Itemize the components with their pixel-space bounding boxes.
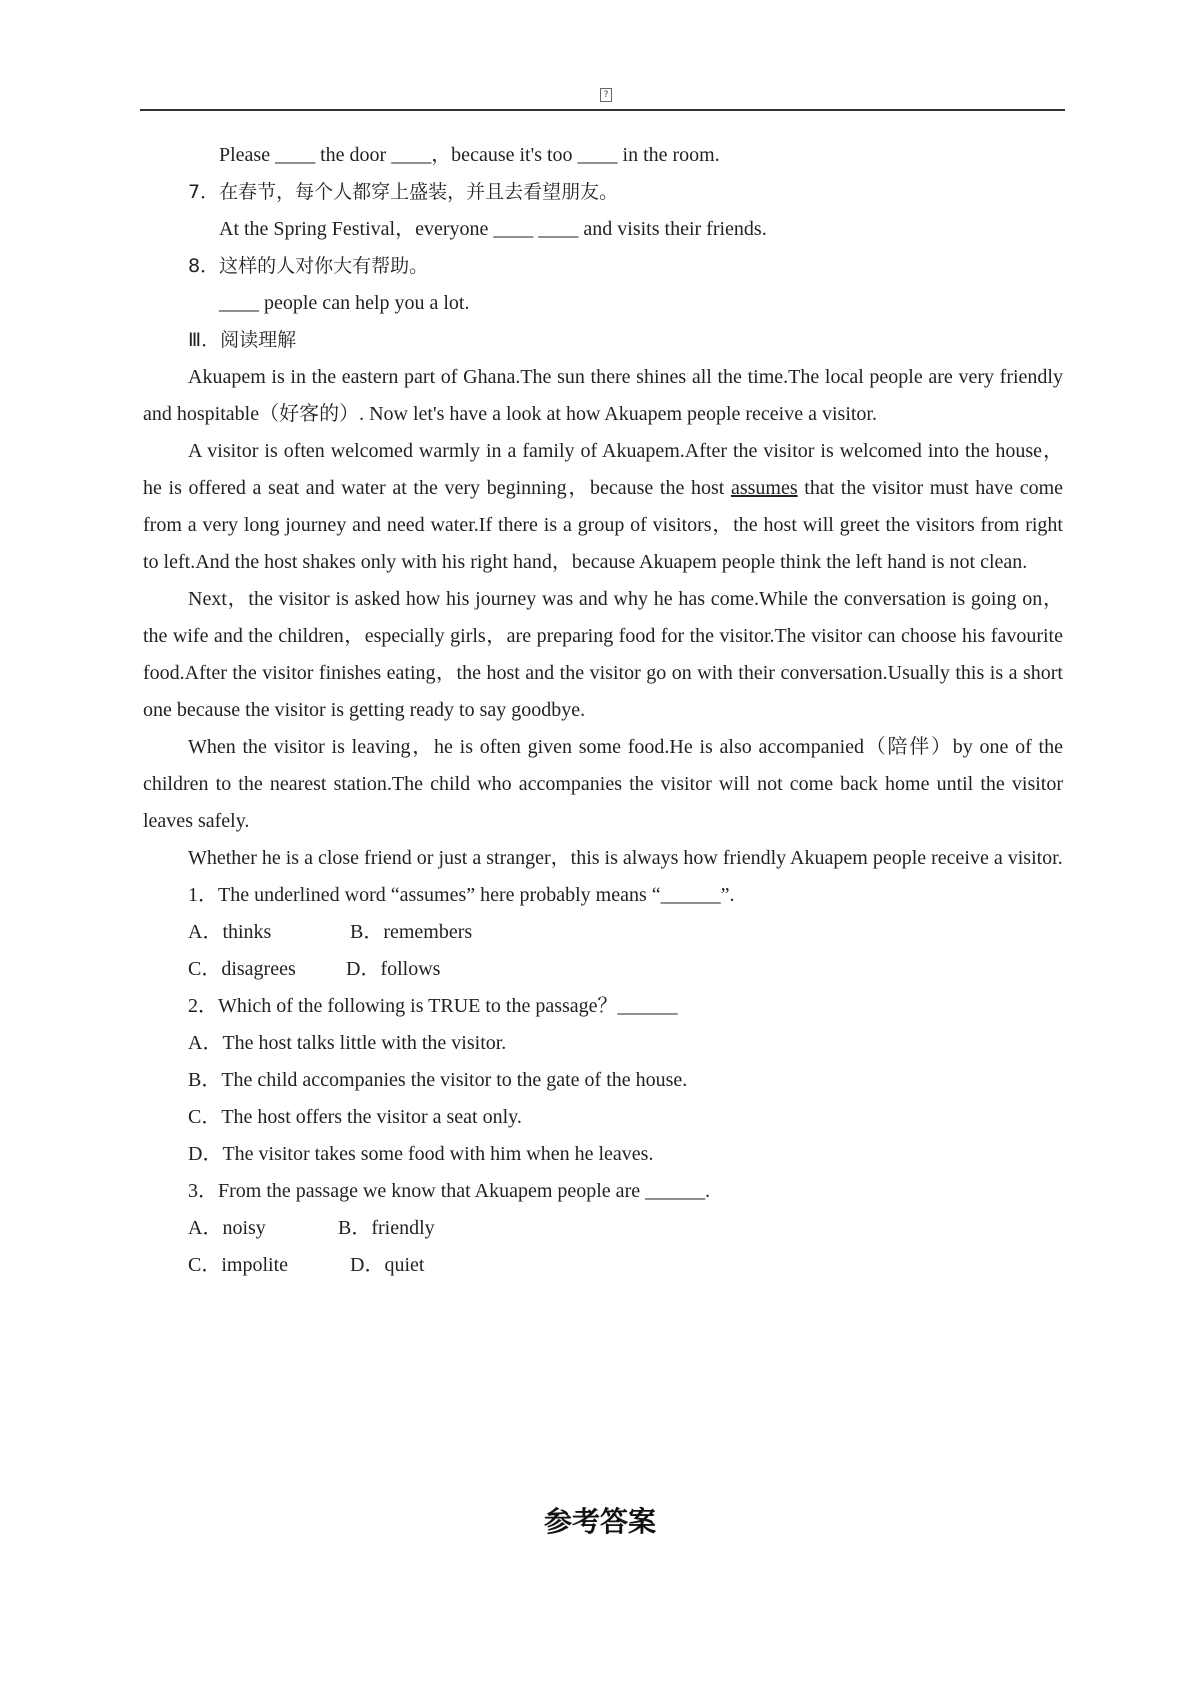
- q7-chinese-line: 7．在春节，每个人都穿上盛装，并且去看望朋友。: [188, 181, 619, 203]
- q8-english-line: ____ people can help you a lot.: [219, 292, 470, 314]
- option-1d: D．follows: [346, 958, 441, 980]
- option-2b: B．The child accompanies the visitor to the gate of the house.: [188, 1069, 688, 1091]
- passage-paragraph-1: Akuapem is in the eastern part of Ghana.The sun there shines all the time.The local people are very friendly and hospitable（好客的）. Now let's have a look at how Akuapem people receive a visitor.: [143, 366, 1063, 425]
- answer-key-title: 参考答案: [543, 1505, 656, 1538]
- option-3b: B．friendly: [338, 1217, 435, 1239]
- passage-paragraph-4: When the visitor is leaving，he is often given some food.He is also accompanied（陪伴）by one of the children to the nearest station.The child who accompanies the visitor will not come back home until the visitor leaves safely.: [143, 736, 1063, 832]
- question-1-options-row-2: [143, 951, 1063, 988]
- question-3-options-row-1: [143, 1210, 1063, 1247]
- option-1a: A．thinks: [188, 921, 272, 943]
- question-2: 2．Which of the following is TRUE to the passage？______: [188, 995, 678, 1017]
- p2-text-before: A visitor is often welcomed warmly in a family of Akuapem.After the visitor is welcomed into the house，he is offered a seat and water at the very beginning，because the host: [143, 440, 1063, 499]
- option-2a: A．The host talks little with the visitor.: [188, 1032, 507, 1054]
- question-3: 3．From the passage we know that Akuapem people are ______.: [188, 1180, 711, 1202]
- option-1c: C．disagrees: [188, 958, 296, 980]
- section-heading-reading: Ⅲ．阅读理解: [188, 329, 297, 351]
- document-body: [143, 137, 1063, 1284]
- question-1-options-row-1: [143, 914, 1063, 951]
- underlined-word: assumes: [730, 477, 798, 499]
- option-3d: D．quiet: [350, 1254, 425, 1276]
- question-1: 1．The underlined word “assumes” here probably means “______”.: [188, 884, 735, 906]
- q8-chinese-line: 8．这样的人对你大有帮助。: [188, 255, 429, 277]
- option-1b: B．remembers: [350, 921, 473, 943]
- passage: [143, 359, 1063, 877]
- q6-english-line: Please ____ the door ____，because it's too ____ in the room.: [219, 144, 720, 166]
- q7-english-line: At the Spring Festival，everyone ____ ____ and visits their friends.: [219, 218, 767, 240]
- option-2c: C．The host offers the visitor a seat only.: [188, 1106, 522, 1128]
- option-3c: C．impolite: [188, 1254, 288, 1276]
- option-2d: D．The visitor takes some food with him when he leaves.: [188, 1143, 654, 1165]
- option-3a: A．noisy: [188, 1217, 266, 1239]
- passage-paragraph-3: Next，the visitor is asked how his journey was and why he has come.While the conversation is going on，the wife and the children，especially girls，are preparing food for the visitor.The visitor can choose his favourite food.After the visitor finishes eating，the host and the visitor go on with their conversation.Usually this is a short one because the visitor is getting ready to say goodbye.: [143, 588, 1063, 721]
- header-mark: ?: [600, 88, 612, 102]
- p2-text-after: that the visitor must have come from a very long journey and need water.If there is a group of visitors，the host will greet the visitors from right to left.And the host shakes only with his right hand，because Akuapem people think the left hand is not clean.: [143, 477, 1064, 573]
- passage-paragraph-5: Whether he is a close friend or just a stranger，this is always how friendly Akuapem people receive a visitor.: [188, 847, 1063, 869]
- question-3-options-row-2: [143, 1247, 1063, 1284]
- passage-paragraph-2: [143, 433, 1063, 581]
- header-rule: [140, 109, 1065, 111]
